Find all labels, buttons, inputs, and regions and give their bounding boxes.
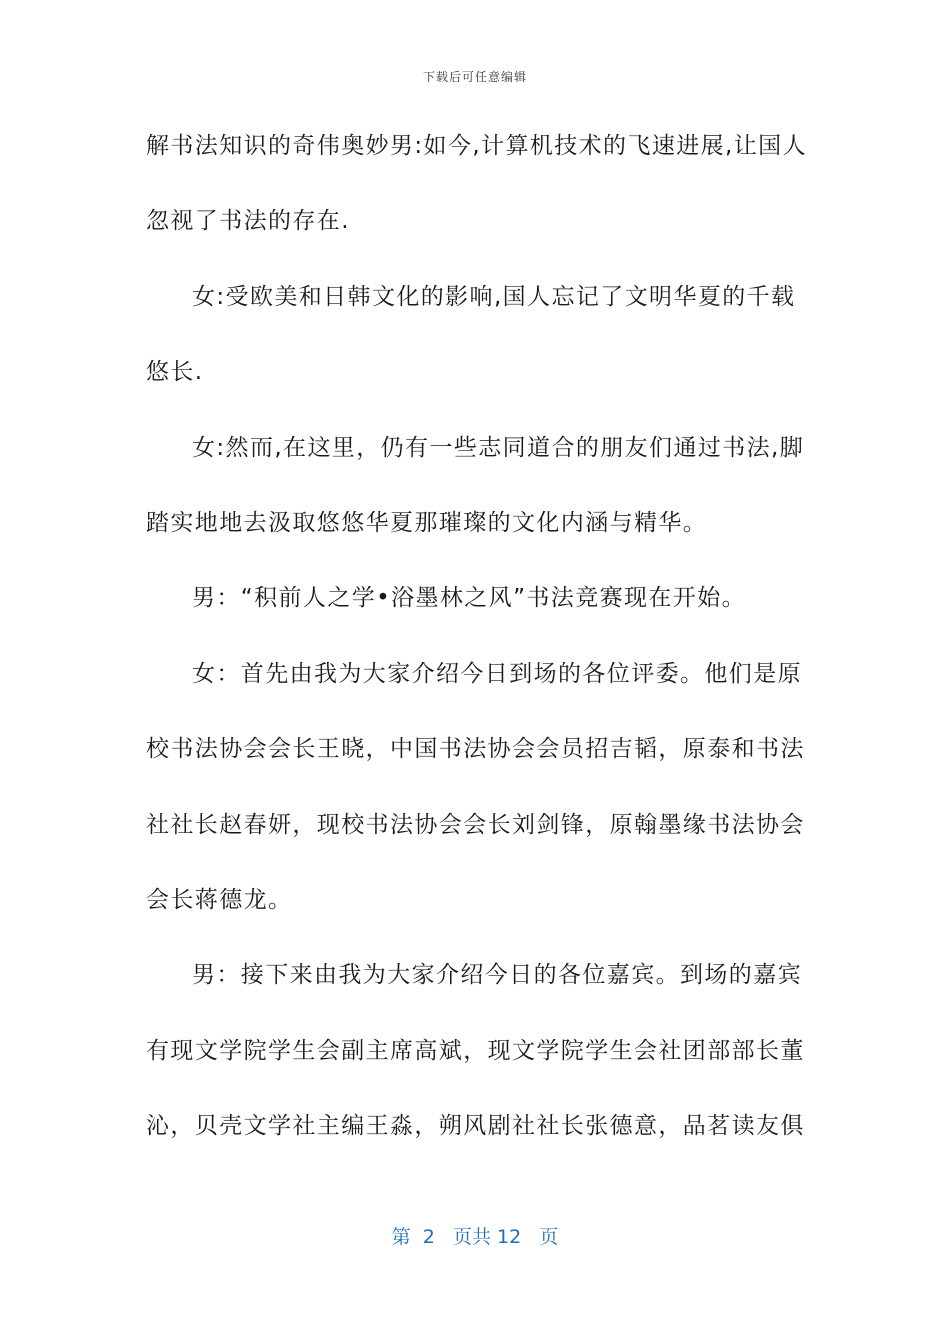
- footer-suffix: 页: [539, 1226, 559, 1248]
- page-header: 下载后可任意编辑: [422, 70, 527, 84]
- total-pages-number: 12: [497, 1226, 522, 1248]
- footer-prefix: 第: [391, 1226, 411, 1248]
- document-body: [146, 118, 806, 1173]
- text-line: 悠长.: [146, 359, 204, 386]
- page-number-footer: [0, 1222, 950, 1249]
- text-line: 女:然而,在这里，仍有一些志同道合的朋友们通过书法,脚: [192, 434, 805, 461]
- text-line: 沁，贝壳文学社主编王淼，朔风剧社社长张德意，品茗读友俱: [146, 1113, 805, 1140]
- text-line: 社社长赵春妍，现校书法协会会长刘剑锋，原翰墨缘书法协会: [146, 811, 805, 838]
- text-line: 女：首先由我为大家介绍今日到场的各位评委。他们是原: [192, 660, 802, 687]
- text-line: 男：接下来由我为大家介绍今日的各位嘉宾。到场的嘉宾: [192, 962, 802, 989]
- text-line: 会长蒋德龙。: [146, 886, 293, 913]
- text-line: 解书法知识的奇伟奥妙男:如今,计算机技术的飞速进展,让国人: [146, 133, 807, 159]
- text-line: 有现文学院学生会副主席高斌，现文学院学生会社团部部长董: [146, 1037, 805, 1064]
- text-line: 忽视了书法的存在.: [146, 208, 350, 235]
- text-line: 女:受欧美和日韩文化的影响,国人忘记了文明华夏的千载: [192, 283, 796, 310]
- text-line: 校书法协会会长王晓，中国书法协会会员招吉韬，原泰和书法: [146, 736, 805, 763]
- text-line: 男：“积前人之学•浴墨林之风”书法竞赛现在开始。: [192, 585, 746, 612]
- text-line: 踏实地地去汲取悠悠华夏那璀璨的文化内涵与精华。: [146, 509, 708, 536]
- current-page-number: 2: [422, 1226, 435, 1248]
- footer-middle: 页共: [452, 1226, 491, 1248]
